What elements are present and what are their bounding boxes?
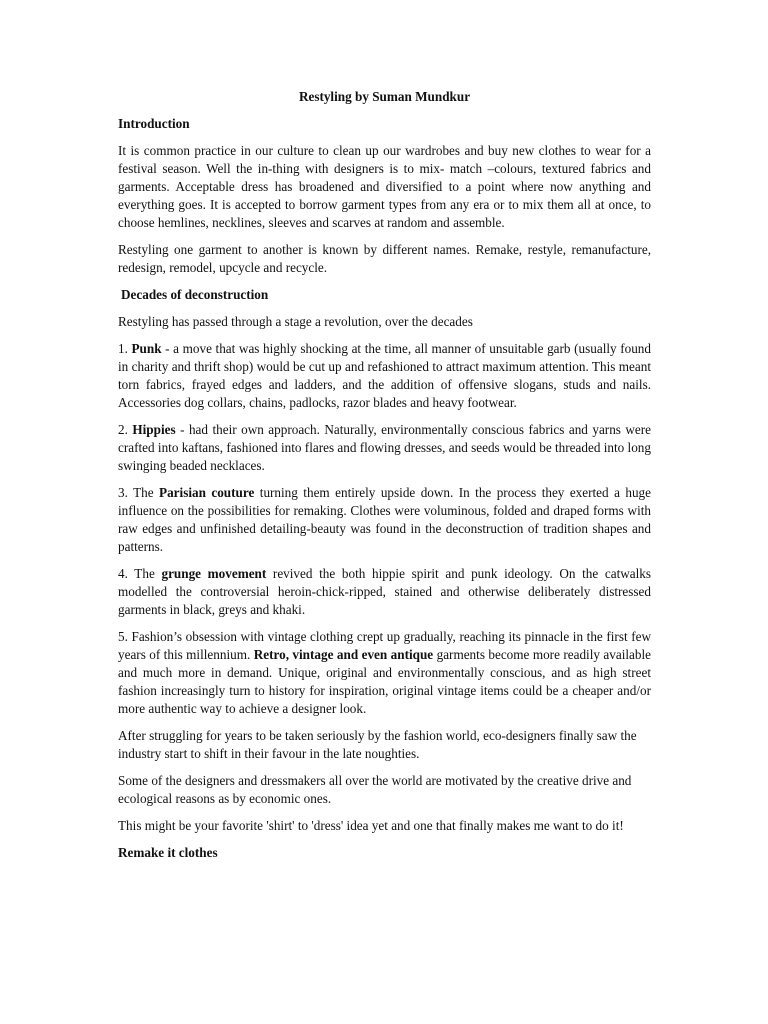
decade-item-term: Punk — [131, 341, 162, 356]
decades-lead-paragraph: Restyling has passed through a stage a revolution, over the decades — [118, 314, 473, 329]
document-title: Restyling by Suman Mundkur — [298, 89, 471, 104]
decade-item-parisian-couture — [118, 484, 651, 556]
decade-item-hippies — [118, 421, 651, 475]
decade-item-prefix: 2. — [118, 422, 133, 437]
decade-item-term: Retro, vintage and even antique — [253, 647, 434, 662]
decade-item-term: Parisian couture — [159, 485, 255, 500]
decade-item-text: revived the both hippie spirit and punk ideology. On the catwalks modelled the controversial heroin-chick-ripped, stained and otherwise deliberately distressed garments in black, greys and khaki. — [118, 566, 652, 617]
decade-item-prefix: 5. Fashion’s obsession with vintage clothing crept up gradually, reaching its pinnacle in the first few years of this millennium. — [118, 629, 651, 662]
introduction-paragraph-1: It is common practice in our culture to clean up our wardrobes and buy new clothes to wear for a festival season. Well the in-thing with designers is to mix- match –colours, textured fabrics and garments. Acceptable dress has broadened and diversified to a point where now anything and everything goes. It is accepted to borrow garment types from any era or to mix them all at once, to choose hemlines, necklines, sleeves and scarves at random and assemble. — [118, 143, 651, 230]
remake-heading: Remake it clothes — [118, 845, 218, 860]
closing-paragraph-3: This might be your favorite 'shirt' to 'dress' idea yet and one that finally makes me want to do it! — [118, 818, 624, 833]
introduction-paragraph-2: Restyling one garment to another is known by different names. Remake, restyle, remanufacture, redesign, remodel, upcycle and recycle. — [118, 242, 651, 275]
decade-item-prefix: 3. The — [118, 485, 160, 500]
decade-item-punk — [118, 340, 651, 412]
decade-item-text: turning them entirely upside down. In the process they exerted a huge influence on the possibilities for remaking. Clothes were voluminous, folded and draped forms with raw edges and unfinished detailing-beauty was found in the deconstruction of tradition shapes and patterns. — [118, 485, 651, 554]
decade-item-text: - had their own approach. Naturally, environmentally conscious fabrics and yarns were crafted into kaftans, fashioned into flares and flowing dresses, and seeds would be threaded into long swinging beaded necklaces. — [118, 422, 652, 473]
decade-item-text: - a move that was highly shocking at the time, all manner of unsuitable garb (usually found in charity and thrift shop) would be cut up and refashioned to attract maximum attention. This meant torn fabrics, frayed edges and ladders, and the addition of offensive slogans, studs and nails. Accessories dog collars, chains, padlocks, razor blades and heavy footwear. — [118, 341, 651, 410]
decade-item-text: garments become more readily available and much more in demand. Unique, original and environmentally conscious, and as high street fashion increasingly turn to history for inspiration, original vintage items could be a cheaper and/or more authentic way to achieve a designer look. — [118, 647, 651, 716]
closing-paragraph-1: After struggling for years to be taken seriously by the fashion world, eco-designers finally saw the industry start to shift in their favour in the late noughties. — [118, 728, 637, 761]
decade-item-vintage — [118, 628, 651, 718]
introduction-heading: Introduction — [118, 116, 190, 131]
document-page — [118, 88, 651, 871]
decade-item-term: grunge movement — [161, 566, 267, 581]
closing-paragraph-2: Some of the designers and dressmakers all over the world are motivated by the creative drive and ecological reasons as by economic ones. — [118, 773, 632, 806]
decade-item-term: Hippies — [132, 422, 176, 437]
decade-item-prefix: 4. The — [118, 566, 162, 581]
decades-heading: Decades of deconstruction — [121, 287, 269, 302]
decade-item-grunge — [118, 565, 651, 619]
decade-item-prefix: 1. — [118, 341, 132, 356]
